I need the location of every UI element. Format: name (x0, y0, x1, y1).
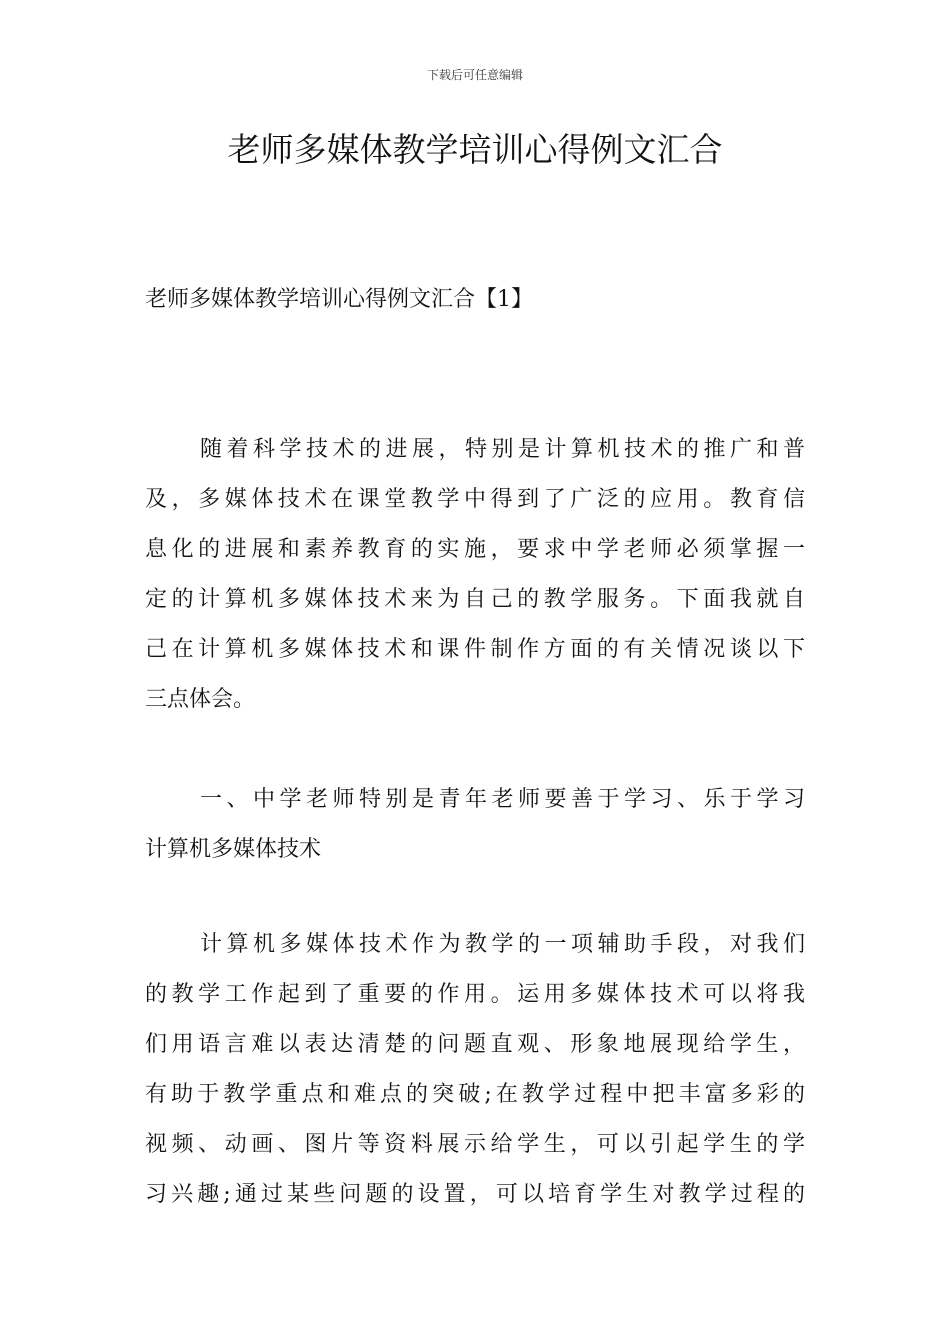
paragraph-line: 息化的进展和素养教育的实施，要求中学老师必须掌握一 (145, 537, 805, 562)
paragraph-line: 随着科学技术的进展，特别是计算机技术的推广和普 (200, 437, 805, 462)
header-note: 下载后可任意编辑 (426, 68, 523, 82)
paragraph-line: 有助于教学重点和难点的突破;在教学过程中把丰富多彩的 (145, 1082, 805, 1107)
paragraph-line: 们用语言难以表达清楚的问题直观、形象地展现给学生， (145, 1032, 805, 1057)
paragraph-line: 定的计算机多媒体技术来为自己的教学服务。下面我就自 (145, 587, 805, 612)
paragraph-line: 计算机多媒体技术 (145, 837, 322, 862)
paragraph-line: 一、中学老师特别是青年老师要善于学习、乐于学习 (200, 787, 805, 812)
paragraph-2 (145, 775, 805, 875)
document-title: 老师多媒体教学培训心得例文汇合 (227, 130, 723, 169)
paragraph-1 (145, 425, 805, 725)
paragraph-line: 计算机多媒体技术作为教学的一项辅助手段，对我们 (200, 932, 805, 957)
paragraph-line: 视频、动画、图片等资料展示给学生，可以引起学生的学 (145, 1132, 805, 1157)
paragraph-line: 习兴趣;通过某些问题的设置，可以培育学生对教学过程的 (145, 1182, 805, 1207)
paragraph-3 (145, 920, 805, 1220)
paragraph-line: 己在计算机多媒体技术和课件制作方面的有关情况谈以下 (145, 637, 805, 662)
paragraph-line: 的教学工作起到了重要的作用。运用多媒体技术可以将我 (145, 982, 805, 1007)
section-heading: 老师多媒体教学培训心得例文汇合【1】 (145, 287, 533, 312)
paragraph-line: 及，多媒体技术在课堂教学中得到了广泛的应用。教育信 (145, 487, 805, 512)
paragraph-line: 三点体会。 (145, 687, 256, 712)
